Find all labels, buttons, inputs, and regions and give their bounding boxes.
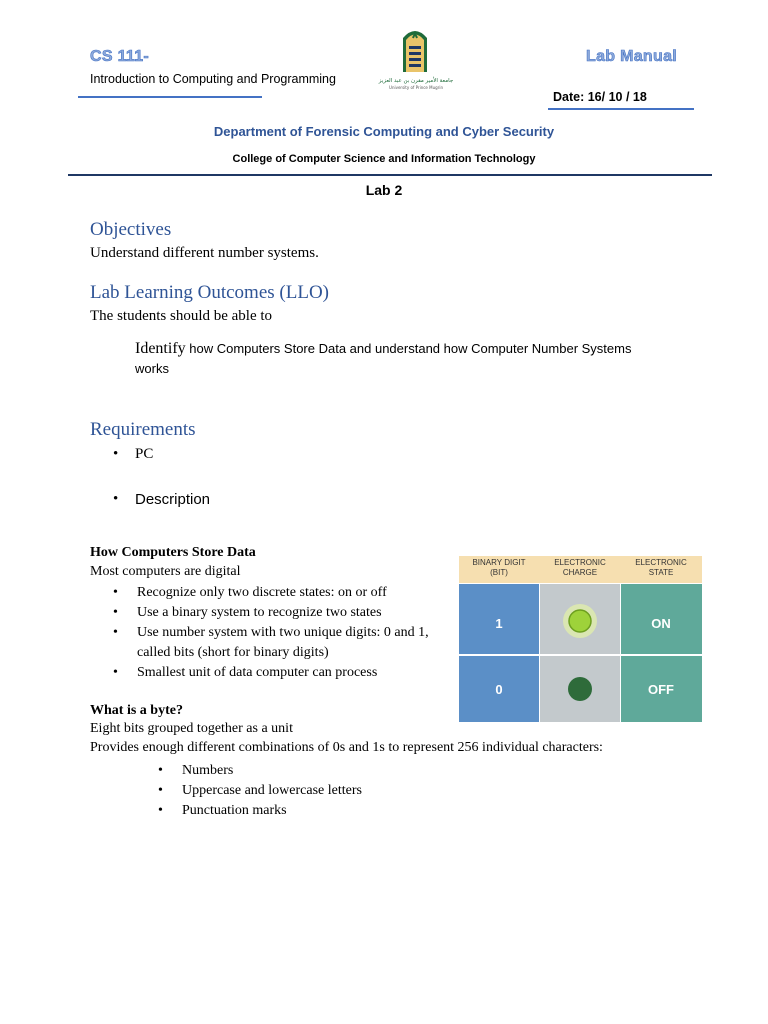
college-title: College of Computer Science and Information Technology — [232, 153, 536, 165]
requirement-pc: PC — [135, 446, 154, 462]
byte-line1: Eight bits grouped together as a unit — [90, 721, 293, 736]
list-item: • Uppercase and lowercase letters — [158, 781, 558, 801]
llo-intro: The students should be able to — [90, 308, 273, 324]
binary-digit-figure — [459, 556, 702, 722]
department-title: Department of Forensic Computing and Cyber Security — [213, 124, 555, 139]
course-title: Introduction to Computing and Programming — [90, 72, 336, 86]
store-data-intro: Most computers are digital — [90, 564, 241, 579]
list-item: • Numbers — [158, 761, 558, 781]
row-divider — [459, 654, 702, 656]
list-item: • Punctuation marks — [158, 801, 558, 821]
led-on-icon — [569, 610, 591, 632]
header-charge-line1: ELECTRONIC — [554, 558, 606, 567]
date: Date: 16/ 10 / 18 — [553, 90, 647, 104]
requirement-description: Description — [135, 491, 211, 508]
bit-value: 0 — [495, 682, 503, 697]
byte-line2: Provides enough different combinations of 0s and 1s to represent 256 individual characters: — [90, 740, 603, 755]
header-bit-line2: (BIT) — [490, 568, 508, 577]
list-item: • Recognize only two discrete states: on or off — [113, 583, 448, 603]
led-off-icon — [568, 677, 592, 701]
lab-title: Lab 2 — [365, 182, 403, 198]
list-item: • Use number system with two unique digits: 0 and 1, called bits (short for binary digits) — [113, 623, 448, 663]
bit-value: 1 — [495, 616, 503, 631]
lab-manual-label: Lab Manual — [586, 48, 678, 65]
llo-item — [135, 340, 695, 358]
course-code: CS 111- — [90, 48, 150, 65]
list-item: • Use a binary system to recognize two states — [113, 603, 448, 623]
logo-arabic-text: جامعة الأمير مقرن بن عبد العزيز — [378, 78, 454, 84]
state-value: OFF — [648, 682, 674, 697]
state-value: ON — [651, 616, 671, 631]
state-column — [621, 584, 702, 722]
llo-heading: Lab Learning Outcomes (LLO) — [90, 282, 329, 303]
store-data-heading: How Computers Store Data — [90, 545, 256, 560]
binary-digit-table — [459, 556, 702, 722]
llo-item-line1: how Computers Store Data and understand how Computer Number Systems — [185, 341, 632, 356]
header-rule-right — [548, 108, 694, 110]
bit-column — [459, 584, 539, 722]
store-data-list — [113, 583, 448, 683]
byte-list — [158, 761, 558, 821]
requirements-heading: Requirements — [90, 419, 196, 440]
list-item: • Smallest unit of data computer can process — [113, 663, 448, 683]
header-charge-line2: CHARGE — [562, 568, 598, 577]
objectives-heading: Objectives — [90, 219, 172, 240]
byte-heading: What is a byte? — [90, 703, 183, 718]
llo-item-lead: Identify — [135, 340, 186, 357]
logo-subtext: University of Prince Mugrin — [389, 85, 443, 90]
header-state-line2: STATE — [648, 568, 674, 577]
objectives-text: Understand different number systems. — [90, 245, 319, 261]
header-state-line1: ELECTRONIC — [635, 558, 687, 567]
llo-item-line2: works — [135, 361, 169, 376]
university-logo-icon — [376, 26, 456, 96]
university-logo — [376, 26, 456, 96]
header-divider — [68, 174, 712, 176]
header-rule-left — [78, 96, 262, 98]
header-bit-line1: BINARY DIGIT — [472, 558, 526, 567]
